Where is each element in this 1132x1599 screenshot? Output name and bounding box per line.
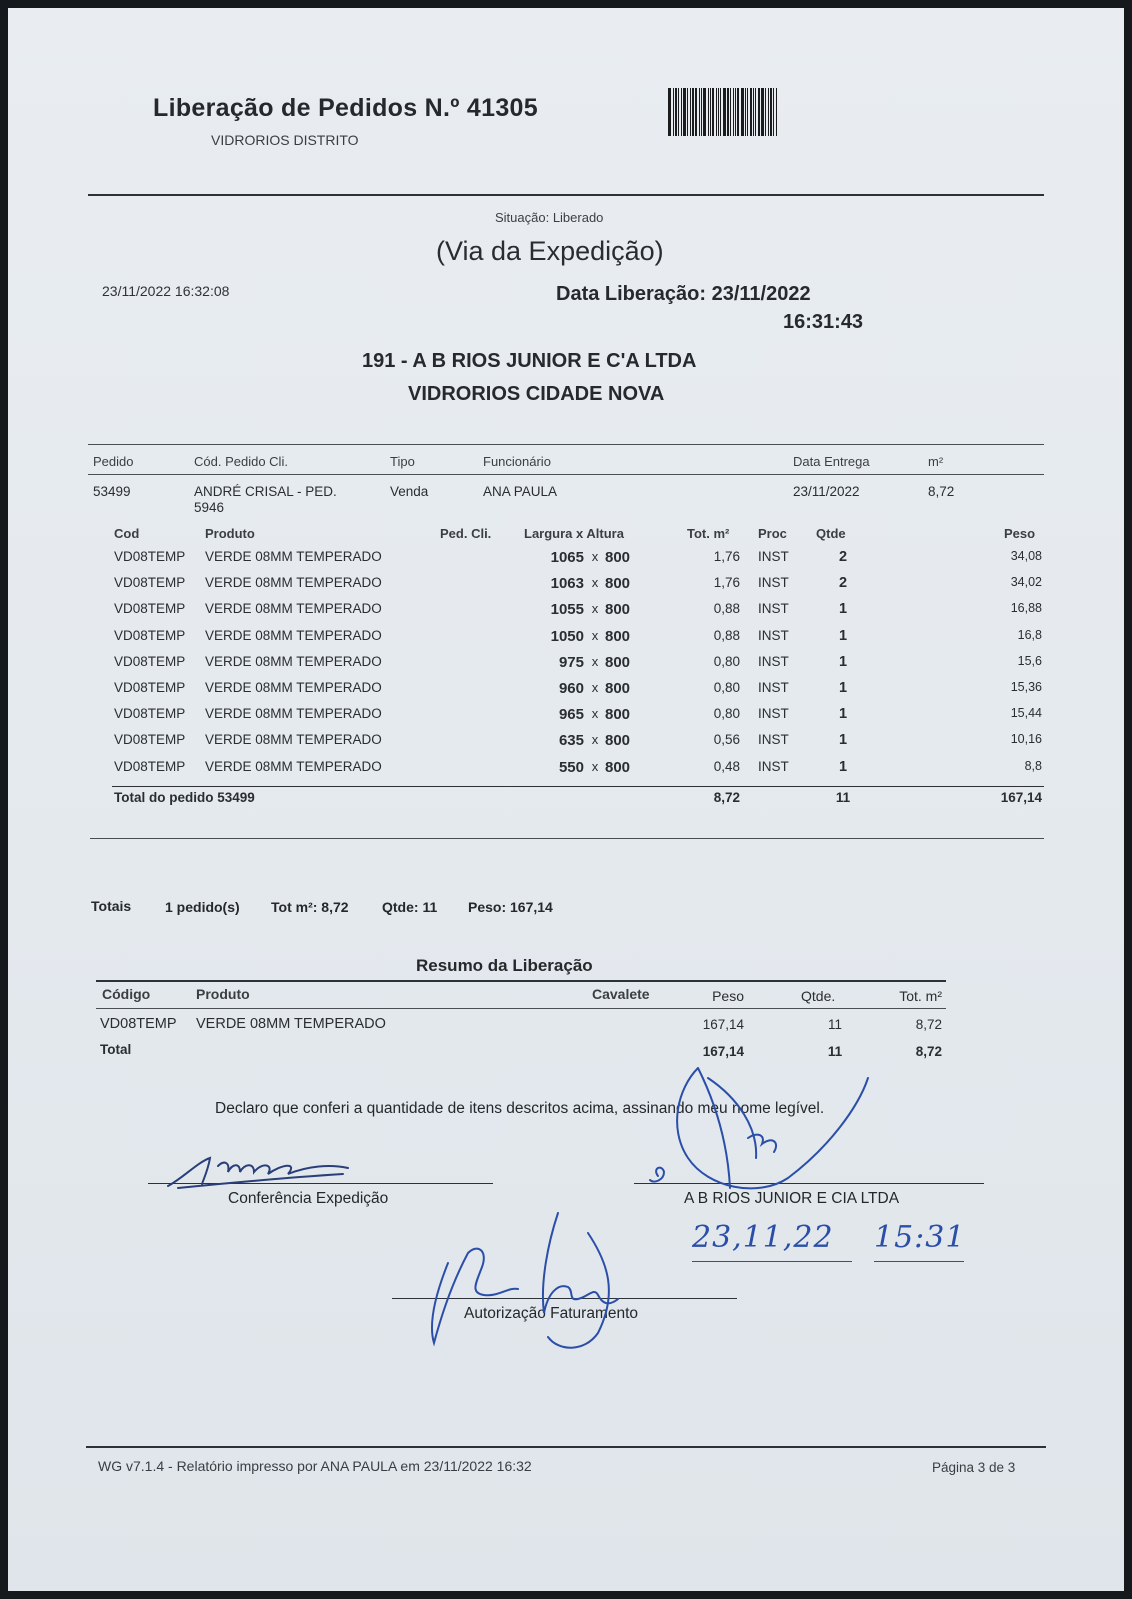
item-proc: INST	[758, 732, 789, 748]
item-produto: VERDE 08MM TEMPERADO	[205, 680, 382, 695]
item-cod: VD08TEMP	[114, 549, 186, 564]
item-tot-m2: 0,48	[713, 758, 740, 774]
resumo-total-peso: 167,14	[702, 1044, 744, 1059]
autorizacao-signature-line	[392, 1298, 737, 1299]
item-qtde: 1	[838, 653, 848, 670]
resumo-header-line	[96, 1008, 946, 1009]
item-x: x	[591, 706, 599, 722]
item-largura: 1063	[550, 575, 584, 593]
item-proc: INST	[758, 758, 789, 774]
barcode-bar	[675, 88, 677, 136]
item-largura: 1055	[550, 601, 584, 619]
barcode-bar	[683, 88, 686, 136]
conferencia-label: Conferência Expedição	[228, 1190, 389, 1207]
item-proc: INST	[758, 549, 789, 564]
item-largura: 965	[558, 706, 584, 724]
items-total-line	[112, 786, 1044, 787]
totals-qtde: Qtde: 11	[382, 899, 438, 915]
item-cod: VD08TEMP	[114, 758, 186, 774]
resumo-row-peso: 167,14	[702, 1017, 744, 1032]
item-x: x	[591, 575, 599, 591]
company-signature-line	[634, 1183, 984, 1184]
barcode-bar	[753, 88, 754, 136]
item-qtde: 2	[838, 549, 848, 565]
item-proc: INST	[758, 575, 789, 591]
item-peso: 15,44	[1010, 706, 1042, 721]
barcode-bar	[747, 88, 748, 136]
items-col-qtde: Qtde	[816, 526, 846, 541]
barcode-bar	[678, 88, 679, 136]
item-produto: VERDE 08MM TEMPERADO	[205, 653, 382, 669]
item-proc: INST	[758, 680, 789, 695]
item-altura: 800	[605, 758, 631, 776]
item-largura: 960	[558, 680, 584, 697]
barcode-bar	[741, 88, 744, 136]
resumo-row-qtde: 11	[827, 1017, 842, 1032]
order-funcionario: ANA PAULA	[483, 484, 558, 499]
items-end-line	[90, 838, 1044, 839]
item-produto: VERDE 08MM TEMPERADO	[205, 732, 382, 748]
client-branch: VIDRORIOS CIDADE NOVA	[408, 383, 665, 405]
item-tot-m2: 1,76	[713, 549, 740, 564]
barcode-bar	[765, 88, 766, 136]
item-tot-m2: 1,76	[713, 575, 740, 591]
barcode-bar	[723, 88, 726, 136]
item-produto: VERDE 08MM TEMPERADO	[205, 758, 382, 774]
col-pedido: Pedido	[93, 454, 134, 469]
item-x: x	[591, 680, 599, 695]
barcode-bar	[673, 88, 674, 136]
resumo-total-qtde: 11	[827, 1044, 843, 1059]
barcode-bar	[761, 88, 764, 136]
item-x: x	[591, 601, 599, 617]
barcode-bar	[716, 88, 717, 136]
resumo-total-tot-m2: 8,72	[915, 1044, 942, 1059]
item-peso: 15,6	[1017, 653, 1042, 668]
barcode-bar	[768, 88, 769, 136]
item-qtde: 1	[838, 601, 848, 618]
barcode-bar	[708, 88, 709, 136]
barcode-bar	[668, 88, 671, 136]
item-x: x	[591, 653, 599, 669]
item-peso: 16,88	[1010, 601, 1042, 616]
order-total-label: Total do pedido 53499	[114, 790, 255, 805]
items-col-ped-cli: Ped. Cli.	[440, 526, 492, 541]
barcode-bar	[712, 88, 714, 136]
barcode-bar	[770, 88, 772, 136]
resumo-col-peso: Peso	[712, 988, 744, 1004]
item-tot-m2: 0,88	[713, 627, 740, 643]
barcode-bar	[730, 88, 731, 136]
item-qtde: 1	[838, 732, 848, 749]
item-cod: VD08TEMP	[114, 653, 186, 669]
autorizacao-label: Autorização Faturamento	[464, 1305, 639, 1322]
item-altura: 800	[605, 627, 631, 645]
item-qtde: 1	[838, 758, 848, 775]
item-peso: 8,8	[1024, 758, 1042, 773]
item-altura: 800	[605, 706, 631, 724]
item-altura: 800	[605, 653, 631, 671]
barcode-bar	[699, 88, 700, 136]
handwritten-date-underline	[692, 1261, 852, 1262]
item-tot-m2: 0,80	[713, 706, 740, 722]
order-total-peso: 167,14	[1000, 790, 1042, 805]
item-peso: 34,02	[1010, 575, 1042, 590]
item-peso: 16,8	[1017, 627, 1042, 642]
resumo-col-produto: Produto	[196, 986, 250, 1002]
item-altura: 800	[605, 575, 631, 593]
item-produto: VERDE 08MM TEMPERADO	[205, 549, 382, 564]
item-cod: VD08TEMP	[114, 732, 186, 748]
item-proc: INST	[758, 706, 789, 722]
items-col-produto: Produto	[205, 526, 255, 541]
order-header-bottom-line	[88, 474, 1044, 475]
item-produto: VERDE 08MM TEMPERADO	[205, 627, 382, 643]
barcode-bar	[703, 88, 706, 136]
footer-left: WG v7.1.4 - Relatório impresso por ANA PAULA em 23/11/2022 16:32	[98, 1458, 532, 1474]
item-cod: VD08TEMP	[114, 706, 186, 722]
order-total-qtde: 11	[835, 790, 851, 805]
footer-page-number: Página 3 de 3	[932, 1460, 1016, 1475]
item-qtde: 2	[838, 575, 848, 592]
item-produto: VERDE 08MM TEMPERADO	[205, 575, 382, 591]
items-col-cod: Cod	[114, 526, 140, 541]
barcode-bar	[692, 88, 694, 136]
barcode-bar	[681, 88, 682, 136]
item-altura: 800	[605, 732, 631, 750]
company-subtitle: VIDRORIOS DISTRITO	[211, 132, 359, 148]
item-largura: 975	[558, 653, 584, 671]
barcode-bar	[687, 88, 688, 136]
col-funcionario: Funcionário	[483, 454, 551, 469]
item-qtde: 1	[838, 706, 848, 723]
resumo-top-line	[96, 980, 946, 982]
item-proc: INST	[758, 601, 789, 617]
item-tot-m2: 0,56	[713, 732, 740, 748]
item-proc: INST	[758, 627, 789, 643]
item-produto: VERDE 08MM TEMPERADO	[205, 706, 382, 722]
header-divider	[88, 194, 1044, 196]
autorizacao-signature	[408, 1203, 648, 1353]
totals-peso: Peso: 167,14	[468, 899, 553, 915]
order-cod-cli-line1: ANDRÉ CRISAL - PED.	[194, 484, 337, 499]
item-x: x	[591, 549, 599, 564]
client-name: 191 - A B RIOS JUNIOR E C'A LTDA	[362, 350, 697, 372]
item-tot-m2: 0,80	[713, 653, 740, 669]
item-largura: 1050	[550, 627, 584, 645]
barcode-bar	[750, 88, 752, 136]
resumo-col-cavalete: Cavalete	[592, 986, 650, 1002]
resumo-title: Resumo da Liberação	[416, 956, 593, 975]
order-total-m2: 8,72	[713, 790, 740, 805]
resumo-col-qtde: Qtde.	[801, 988, 836, 1004]
col-m2: m²	[928, 454, 944, 469]
conferencia-signature-line	[148, 1183, 493, 1184]
order-m2: 8,72	[928, 484, 955, 499]
resumo-row-codigo: VD08TEMP	[100, 1016, 177, 1032]
item-qtde: 1	[838, 627, 848, 644]
footer-line	[86, 1446, 1046, 1448]
resumo-col-tot-m2: Tot. m²	[899, 988, 942, 1004]
totals-label: Totais	[91, 898, 132, 914]
item-altura: 800	[605, 680, 631, 697]
order-data-entrega: 23/11/2022	[793, 484, 860, 499]
barcode-bar	[735, 88, 736, 136]
item-produto: VERDE 08MM TEMPERADO	[205, 601, 382, 617]
handwritten-date: 23,11,22	[692, 1220, 834, 1255]
resumo-total-label: Total	[100, 1042, 132, 1057]
totals-pedidos: 1 pedido(s)	[165, 899, 240, 915]
barcode-bar	[710, 88, 711, 136]
situacao-label: Situação: Liberado	[495, 210, 604, 225]
order-pedido: 53499	[93, 484, 131, 499]
item-peso: 10,16	[1010, 732, 1042, 747]
company-label: A B RIOS JUNIOR E CIA LTDA	[684, 1190, 900, 1207]
handwritten-time: 15:31	[874, 1220, 966, 1255]
item-x: x	[591, 627, 599, 643]
barcode-bar	[690, 88, 691, 136]
item-x: x	[591, 732, 599, 748]
resumo-col-codigo: Código	[102, 986, 151, 1002]
barcode-bar	[755, 88, 756, 136]
item-proc: INST	[758, 653, 789, 669]
totals-m2: Tot m²: 8,72	[271, 899, 349, 915]
col-data-entrega: Data Entrega	[793, 454, 870, 469]
item-x: x	[591, 758, 599, 774]
item-peso: 15,36	[1010, 680, 1042, 694]
items-col-proc: Proc	[758, 526, 787, 541]
order-header-top-line	[88, 444, 1044, 445]
item-cod: VD08TEMP	[114, 680, 186, 695]
hora-liberacao: 16:31:43	[783, 311, 864, 333]
barcode-bar	[776, 88, 777, 136]
item-largura: 1065	[550, 549, 584, 566]
items-col-largura-altura: Largura x Altura	[524, 526, 624, 541]
item-tot-m2: 0,88	[713, 601, 740, 617]
document-page	[8, 8, 1124, 1591]
order-cod-cli-line2: 5946	[194, 500, 225, 515]
print-datetime: 23/11/2022 16:32:08	[102, 283, 230, 299]
barcode-bar	[695, 88, 697, 136]
data-liberacao: Data Liberação: 23/11/2022	[556, 283, 811, 305]
resumo-row-tot-m2: 8,72	[915, 1017, 942, 1032]
item-largura: 635	[558, 732, 584, 750]
barcode-bar	[758, 88, 760, 136]
items-col-peso: Peso	[1004, 526, 1036, 541]
item-altura: 800	[605, 549, 631, 566]
barcode-bar	[745, 88, 746, 136]
barcode-bar	[727, 88, 729, 136]
barcode-bar	[701, 88, 702, 136]
item-qtde: 1	[838, 680, 848, 696]
item-peso: 34,08	[1010, 549, 1042, 563]
declaration-text: Declaro que conferi a quantidade de itens descritos acima, assinando meu nome legível.	[215, 1100, 825, 1117]
col-tipo: Tipo	[390, 454, 415, 469]
barcode-bar	[733, 88, 734, 136]
items-col-tot-m2: Tot. m²	[687, 526, 730, 541]
via-label: (Via da Expedição)	[436, 236, 664, 266]
barcode	[668, 88, 838, 136]
barcode-bar	[718, 88, 719, 136]
handwritten-time-underline	[874, 1261, 964, 1262]
item-cod: VD08TEMP	[114, 601, 186, 617]
conferencia-signature	[158, 1148, 358, 1193]
item-cod: VD08TEMP	[114, 575, 186, 591]
item-cod: VD08TEMP	[114, 627, 186, 643]
document-title: Liberação de Pedidos N.º 41305	[153, 94, 538, 122]
barcode-bar	[720, 88, 721, 136]
item-altura: 800	[605, 601, 631, 619]
item-tot-m2: 0,80	[713, 680, 740, 695]
barcode-bar	[737, 88, 739, 136]
col-cod-pedido-cli: Cód. Pedido Cli.	[194, 454, 288, 469]
item-largura: 550	[558, 758, 584, 776]
resumo-row-produto: VERDE 08MM TEMPERADO	[196, 1016, 386, 1032]
order-tipo: Venda	[390, 484, 429, 499]
barcode-bar	[773, 88, 774, 136]
